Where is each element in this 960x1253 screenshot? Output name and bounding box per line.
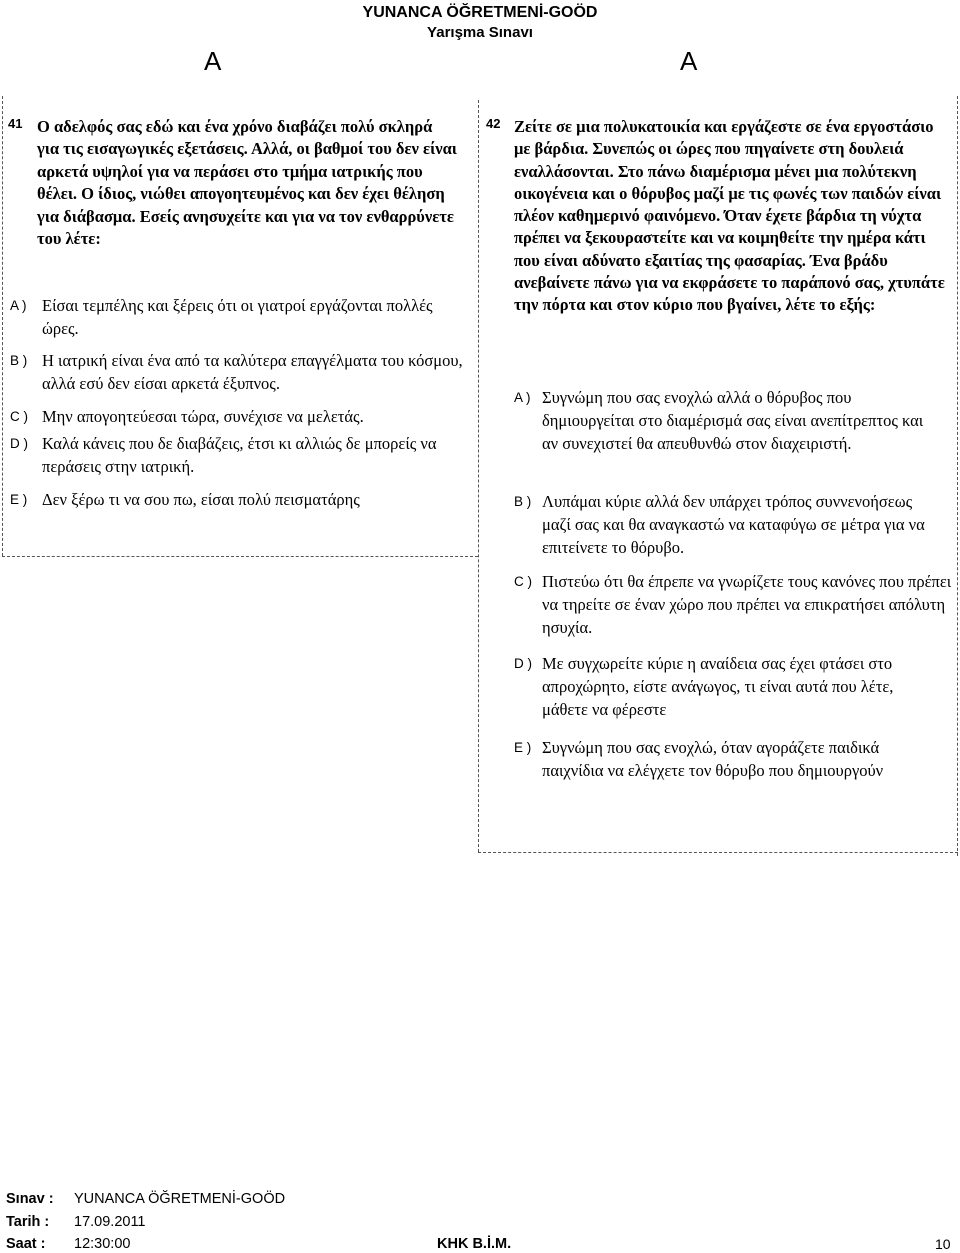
question-41-text: Ο αδελφός σας εδώ και ένα χρόνο διαβάζει πολύ σκληρά για τις εισαγωγικές εξετάσεις. Αλλά, οι βαθμοί του δεν είναι αρκετά υψηλοί για να περάσει στο τμήμα ιατρικής που θέλει. Ο ίδιος, νιώθει απογοητευμένος και δεν έχει θέληση για διάβασμα. Εσείς ανησυχείτε και για να τον ενθαρρύνετε του λέτε:: [37, 117, 457, 249]
column-divider: [478, 100, 479, 852]
q41-option-d[interactable]: [10, 432, 475, 480]
q42-option-d[interactable]: [514, 652, 954, 722]
footer-date-key: Tarih :: [6, 1214, 50, 1230]
q41-option-c[interactable]: [10, 405, 475, 429]
q42-option-e[interactable]: [514, 736, 954, 806]
option-text: Δεν ξέρω τι να σου πω, είσαι πολύ πεισματάρης: [42, 490, 360, 509]
option-text: Λυπάμαι κύριε αλλά δεν υπάρχει τρόπος συννενοήσεως μαζί σας και θα αναγκαστώ να καταφύγω σε μέτρα για να επιτείνετε το θόρυβο.: [542, 492, 925, 557]
right-border-line: [957, 96, 958, 856]
option-label: E ): [10, 492, 28, 507]
option-label: D ): [514, 656, 532, 671]
q42-option-c[interactable]: [514, 570, 954, 640]
question-number-42: 42: [486, 116, 501, 131]
option-text: Καλά κάνεις που δε διαβάζεις, έτσι κι αλλιώς δε μπορείς να περάσεις στην ιατρική.: [42, 434, 437, 476]
exam-subtitle: Yarışma Sınavı: [427, 24, 533, 41]
option-label: C ): [10, 409, 28, 424]
footer-date-value: 17.09.2011: [74, 1214, 146, 1230]
q41-bottom-line: [2, 556, 478, 557]
page-number: 10: [935, 1236, 951, 1252]
footer-organization: KHK B.İ.M.: [437, 1236, 512, 1252]
left-border-line: [2, 96, 3, 556]
option-label: A ): [10, 298, 27, 313]
option-label: C ): [514, 574, 532, 589]
q42-option-b[interactable]: [514, 490, 954, 560]
option-text: Με συγχωρείτε κύριε η αναίδεια σας έχει φτάσει στο απροχώρητο, είστε ανάγωγος, τι είναι αυτά που λέτε, μάθετε να φέρεστε: [542, 654, 894, 719]
q41-option-e[interactable]: [10, 488, 475, 512]
option-text: Πιστεύω ότι θα έπρεπε να γνωρίζετε τους κανόνες που πρέπει να τηρείτε σε έναν χώρο που πρέπει να επικρατήσει απόλυτη ησυχία.: [542, 572, 952, 637]
exam-title: YUNANCA ÖĞRETMENİ-GOÖD: [362, 4, 598, 21]
footer-time-value: 12:30:00: [74, 1236, 131, 1252]
option-label: B ): [514, 494, 532, 509]
form-letter-right: A: [680, 46, 698, 76]
footer-time: [6, 1236, 130, 1252]
footer-exam: [6, 1191, 285, 1207]
footer-date: [6, 1214, 146, 1230]
option-text: Συγνώμη που σας ενοχλώ, όταν αγοράζετε παιδικά παιχνίδια να ελέγχετε τον θόρυβο που δημιουργούν: [542, 738, 884, 780]
q41-option-b[interactable]: [10, 349, 475, 397]
footer-exam-value: YUNANCA ÖĞRETMENİ-GOÖD: [74, 1191, 286, 1207]
option-label: B ): [10, 353, 28, 368]
option-label: E ): [514, 740, 532, 755]
question-number-41: 41: [8, 116, 23, 131]
form-letter-left: A: [204, 46, 222, 76]
option-label: D ): [10, 436, 28, 451]
option-text: Η ιατρική είναι ένα από τα καλύτερα επαγγέλματα του κόσμου, αλλά εσύ δεν είσαι αρκετά έξυπνος.: [42, 351, 463, 393]
option-text: Είσαι τεμπέλης και ξέρεις ότι οι γιατροί εργάζονται πολλές ώρες.: [42, 296, 433, 338]
option-text: Συγνώμη που σας ενοχλώ αλλά ο θόρυβος που δημιουργείται στο διαμέρισμά σας είναι ανεπίτρεπτος και αν συνεχιστεί θα απευθυνθώ στον διαχειριστή.: [542, 388, 924, 453]
q41-option-a[interactable]: [10, 294, 470, 342]
option-label: A ): [514, 390, 531, 405]
q42-option-a[interactable]: [514, 386, 954, 478]
option-text: Μην απογοητεύεσαι τώρα, συνέχισε να μελετάς.: [42, 407, 364, 426]
footer-exam-key: Sınav :: [6, 1191, 54, 1207]
q42-bottom-line: [478, 852, 958, 853]
footer-time-key: Saat :: [6, 1236, 46, 1252]
question-42-text: Ζείτε σε μια πολυκατοικία και εργάζεστε σε ένα εργοστάσιο με βάρδια. Συνεπώς οι ώρες που πηγαίνετε στη δουλειά εναλλάσονται. Στο πάνω διαμέρισμα μένει μια πολύτεκνη οικογένεια και ο θόρυβος μαζί με τις φωνές των παιδών είναι πλέον καθημερινό φαινόμενο. Όταν έχετε βάρδια τη νύχτα πρέπει να ξεκουραστείτε και να κοιμηθείτε την ημέρα κάτι που είναι αδύνατο εξαιτίας της φασαρίας. Ένα βράδυ ανεβαίνετε πάνω για να εκφράσετε το παράπονό σας, χτυπάτε την πόρτα και στον κύριο που βγαίνει, λέτε το εξής:: [514, 117, 945, 315]
